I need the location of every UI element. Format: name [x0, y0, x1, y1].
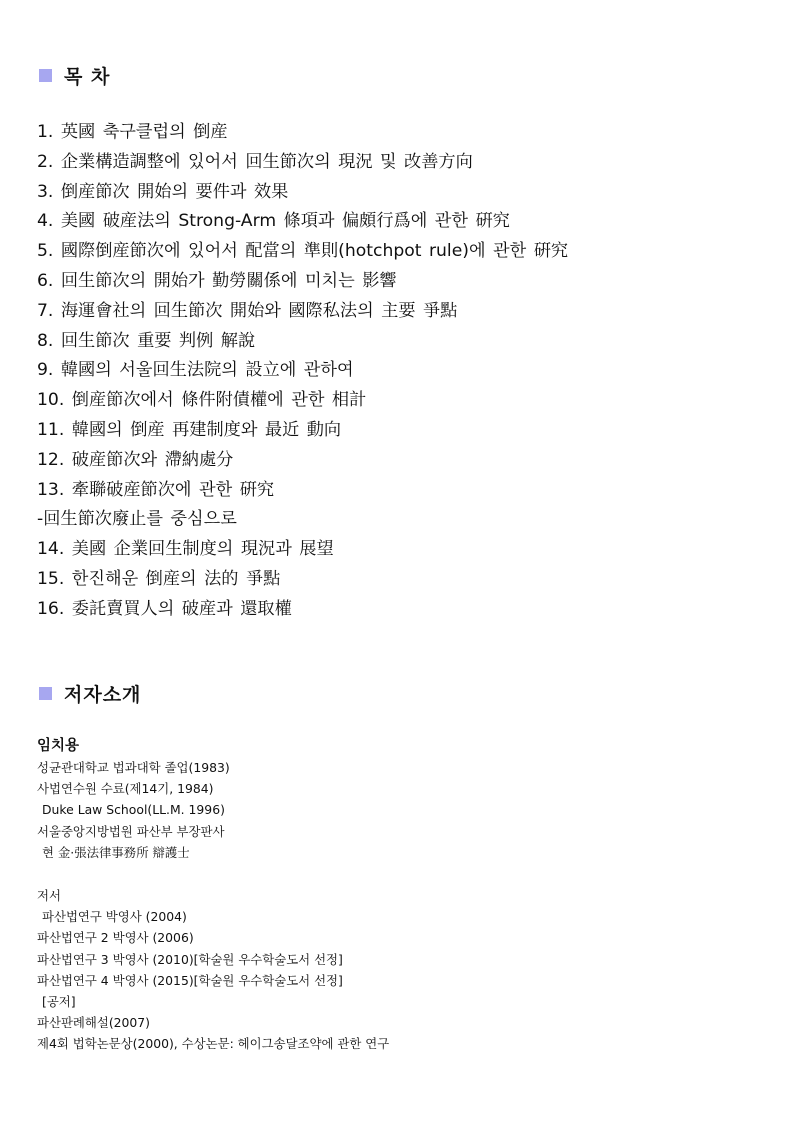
toc-item: 2. 企業構造調整에 있어서 回生節次의 現況 및 改善方向	[37, 151, 473, 172]
works-line: 파산법연구 2 박영사 (2006)	[37, 930, 194, 946]
toc-item-subtitle: -回生節次廢止를 중심으로	[37, 509, 237, 530]
author-section-title: 저자소개	[64, 684, 142, 706]
toc-item: 8. 回生節次 重要 判例 解說	[37, 330, 256, 351]
career-line: 성균관대학교 법과대학 졸업(1983)	[37, 760, 230, 775]
toc-list	[37, 118, 568, 625]
author-info	[37, 735, 389, 1054]
career-line: 서울중앙지방법원 파산부 부장판사	[37, 823, 225, 839]
career-line: 사법연수원 수료(제14기, 1984)	[37, 781, 214, 797]
author-name: 임치용	[37, 738, 80, 754]
toc-item: 15. 한진해운 倒産의 法的 爭點	[37, 568, 281, 589]
toc-item: 16. 委託賣買人의 破産과 還取權	[37, 598, 292, 619]
toc-item: 10. 倒産節次에서 條件附債權에 관한 相計	[37, 390, 367, 411]
works-line: [공저]	[42, 993, 76, 1009]
toc-item: 3. 倒産節次 開始의 要件과 效果	[37, 181, 289, 202]
toc-item: 11. 韓國의 倒産 再建制度와 最近 動向	[37, 419, 342, 440]
toc-heading	[39, 62, 110, 89]
toc-item: 5. 國際倒産節次에 있어서 配當의 準則(hotchpot rule)에 관한 硏究	[37, 241, 569, 262]
toc-item: 6. 回生節次의 開始가 勤勞關係에 미치는 影響	[37, 270, 397, 291]
works-line: 파산법연구 박영사 (2004)	[42, 909, 187, 925]
works-line: 파산법연구 4 박영사 (2015)[학술원 우수학술도서 선정]	[37, 972, 343, 988]
toc-item: 13. 牽聯破産節次에 관한 硏究	[37, 479, 275, 500]
author-heading	[39, 680, 141, 707]
toc-title: 목 차	[64, 66, 111, 88]
square-bullet-icon	[39, 687, 52, 700]
toc-item: 12. 破産節次와 滯納處分	[37, 449, 234, 470]
toc-item: 7. 海運會社의 回生節次 開始와 國際私法의 主要 爭點	[37, 300, 458, 321]
toc-item: 4. 美國 破産法의 Strong-Arm 條項과 偏頗行爲에 관한 硏究	[37, 211, 510, 232]
career-line: Duke Law School(LL.M. 1996)	[42, 802, 225, 818]
toc-item: 14. 美國 企業回生制度의 現況과 展望	[37, 539, 334, 560]
square-bullet-icon	[39, 69, 52, 82]
toc-item: 1. 英國 축구클럽의 倒産	[37, 122, 228, 142]
toc-item: 9. 韓國의 서울回生法院의 設立에 관하여	[37, 360, 354, 381]
works-label: 저서	[37, 887, 61, 903]
works-line: 파산판례해설(2007)	[37, 1015, 151, 1031]
works-line: 제4회 법학논문상(2000), 수상논문: 헤이그송달조약에 관한 연구	[37, 1036, 390, 1052]
career-line: 현 金·張法律事務所 辯護士	[42, 844, 190, 860]
works-line: 파산법연구 3 박영사 (2010)[학술원 우수학술도서 선정]	[37, 951, 343, 967]
